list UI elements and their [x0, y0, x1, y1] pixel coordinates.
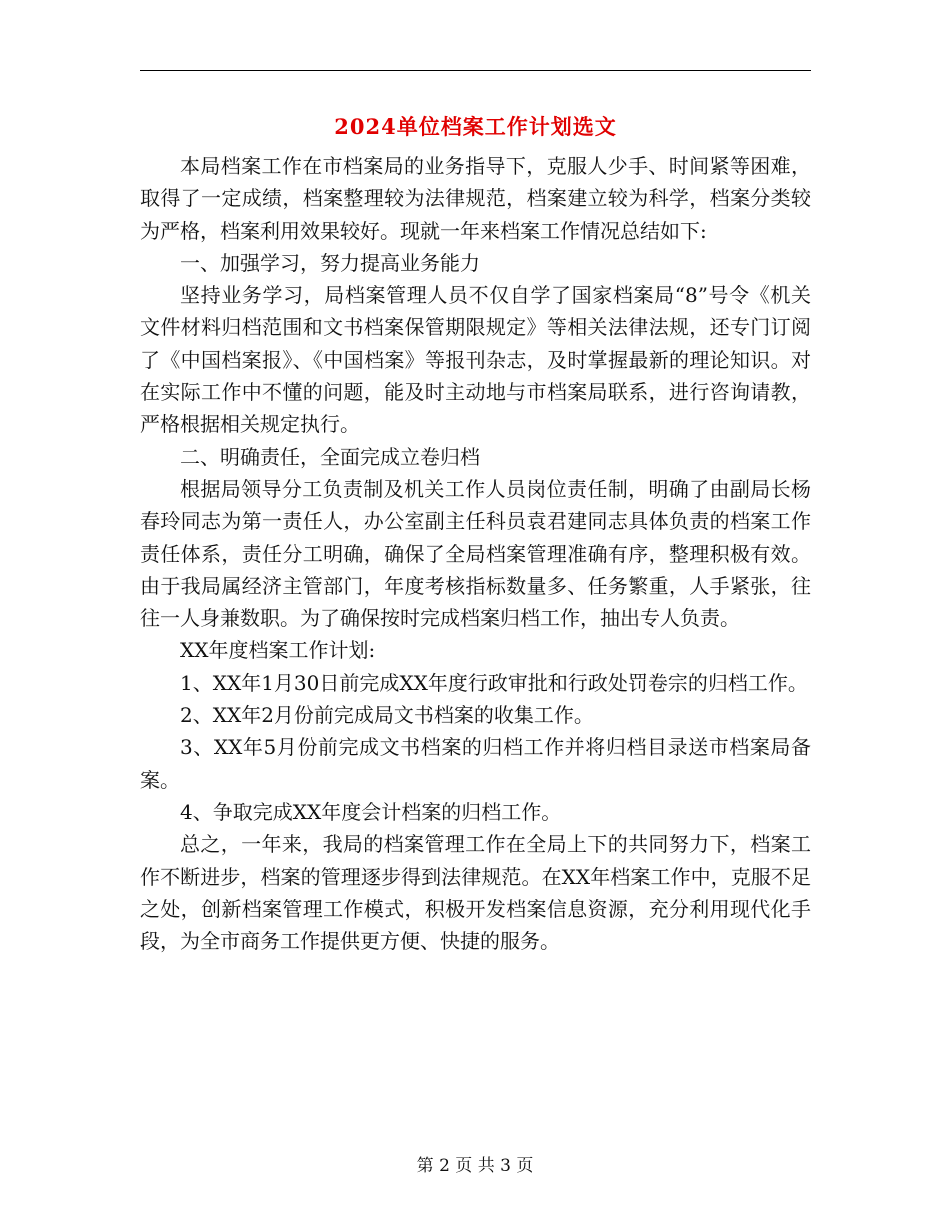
document-body	[140, 150, 811, 957]
document-title: 2024单位档案工作计划选文	[334, 114, 617, 139]
header-rule	[140, 70, 811, 71]
plan-item-3: 3、XX年5月份前完成文书档案的归档工作并将归档目录送市档案局备案。	[140, 735, 811, 792]
section-heading-1: 一、加强学习，努力提高业务能力	[180, 250, 480, 275]
plan-item-2: 2、XX年2月份前完成局文书档案的收集工作。	[180, 703, 594, 728]
paragraph-study: 坚持业务学习，局档案管理人员不仅自学了国家档案局“8”号令《机关文件材料归档范围和文书档案保管期限规定》等相关法律法规，还专门订阅了《中国档案报》、《中国档案》等报刊杂志，及时掌握最新的理论知识。对在实际工作中不懂的问题，能及时主动地与市档案局联系，进行咨询请教，严格根据相关规定执行。	[140, 283, 811, 437]
paragraph-summary: 总之，一年来，我局的档案管理工作在全局上下的共同努力下，档案工作不断进步，档案的管理逐步得到法律规范。在XX年档案工作中，克服不足之处，创新档案管理工作模式，积极开发档案信息资源，充分利用现代化手段，为全市商务工作提供更方便、快捷的服务。	[140, 832, 811, 954]
paragraph-intro: 本局档案工作在市档案局的业务指导下，克服人少手、时间紧等困难，取得了一定成绩，档案整理较为法律规范，档案建立较为科学，档案分类较为严格，档案利用效果较好。现就一年来档案工作情况总结如下:	[140, 154, 811, 243]
section-heading-2: 二、明确责任，全面完成立卷归档	[180, 444, 480, 469]
plan-heading: XX年度档案工作计划:	[180, 638, 376, 663]
plan-item-1: 1、XX年1月30日前完成XX年度行政审批和行政处罚卷宗的归档工作。	[180, 670, 808, 695]
paragraph-responsibility: 根据局领导分工负责制及机关工作人员岗位责任制，明确了由副局长杨春玲同志为第一责任人，办公室副主任科员袁君建同志具体负责的档案工作责任体系，责任分工明确，确保了全局档案管理准确有序，整理积极有效。由于我局属经济主管部门，年度考核指标数量多、任务繁重，人手紧张，往往一人身兼数职。为了确保按时完成档案归档工作，抽出专人负责。	[140, 476, 811, 631]
plan-item-4: 4、争取完成XX年度会计档案的归档工作。	[180, 799, 562, 824]
page-footer: 第 2 页 共 3 页	[416, 1156, 534, 1176]
